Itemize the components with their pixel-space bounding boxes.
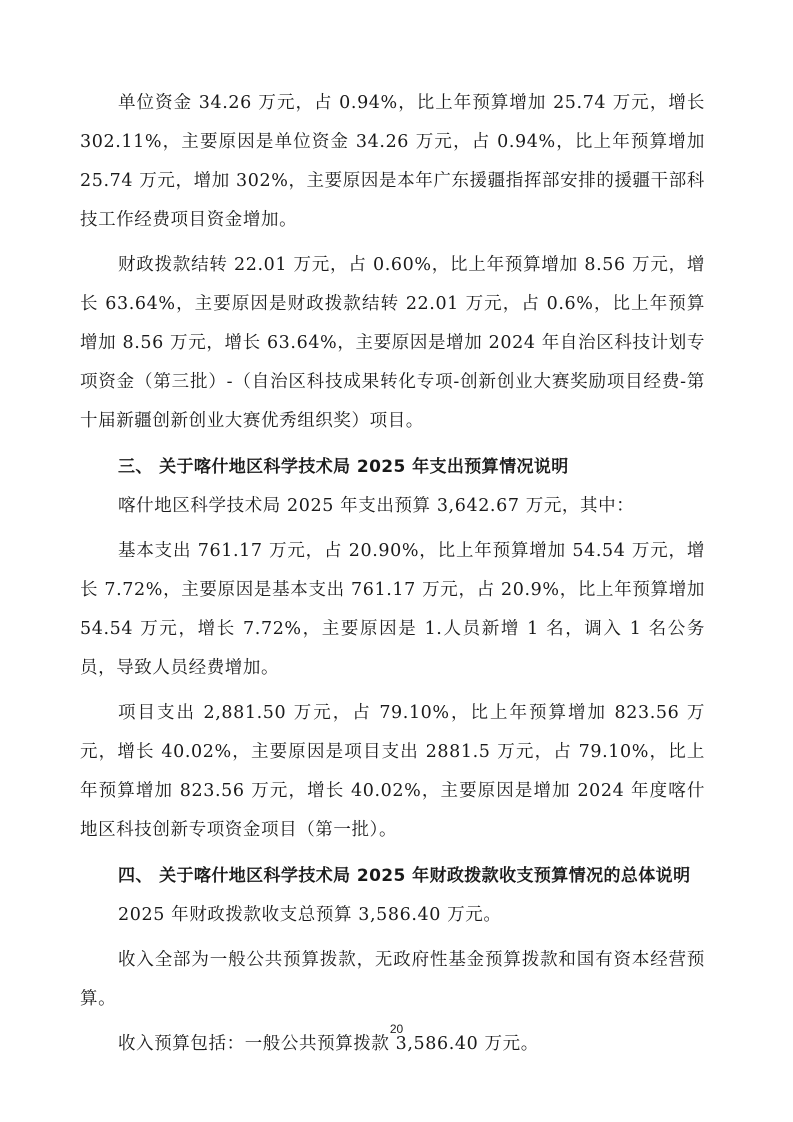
paragraph-fiscal-carryover: 财政拨款结转 22.01 万元，占 0.60%，比上年预算增加 8.56 万元，增长 63.64%，主要原因是财政拨款结转 22.01 万元，占 0.6%，比上年预算增加 8.56 万元，增长 63.64%，主要原因是增加 2024 年自治区科技计划专项资金（第三批）-（自治区科技成果转化专项-创新创业大赛奖励项目经费-第十届新疆创新创业大赛优秀组织奖）项目。 (80, 255, 705, 431)
paragraph-unit-funds: 单位资金 34.26 万元，占 0.94%，比上年预算增加 25.74 万元，增长 302.11%，主要原因是单位资金 34.26 万元，占 0.94%，比上年预算增加 25.74 万元，增加 302%，主要原因是本年广东援疆指挥部安排的援疆干部科技工作经费项目资金增加。 (80, 93, 705, 230)
paragraph-fiscal-total: 2025 年财政拨款收支总预算 3,586.40 万元。 (118, 905, 502, 925)
paragraph-income-composition: 收入全部为一般公共预算拨款，无政府性基金预算拨款和国有资本经营预算。 (80, 950, 705, 1009)
paragraph-project-expenditure: 项目支出 2,881.50 万元，占 79.10%，比上年预算增加 823.56 万元，增长 40.02%，主要原因是项目支出 2881.5 万元，占 79.10%，比上年预算增加 823.56 万元，增长 40.02%，主要原因是增加 2024 年度喀什地区科技创新专项资金项目（第一批）。 (80, 703, 705, 840)
document-body (80, 84, 705, 1064)
section-heading-fiscal-allocation: 四、 关于喀什地区科学技术局 2025 年财政拨款收支预算情况的总体说明 (118, 866, 691, 886)
page-number: 20 (389, 1022, 404, 1036)
paragraph-basic-expenditure: 基本支出 761.17 万元，占 20.90%，比上年预算增加 54.54 万元，增长 7.72%，主要原因是基本支出 761.17 万元，占 20.9%，比上年预算增加 54.54 万元，增长 7.72%，主要原因是 1.人员新增 1 名，调入 1 名公务员，导致人员经费增加。 (80, 541, 705, 678)
paragraph-income-detail: 收入预算包括：一般公共预算拨款 3,586.40 万元。 (118, 1034, 539, 1054)
paragraph-expenditure-intro: 喀什地区科学技术局 2025 年支出预算 3,642.67 万元，其中： (118, 496, 635, 516)
section-heading-expenditure: 三、 关于喀什地区科学技术局 2025 年支出预算情况说明 (118, 457, 569, 477)
